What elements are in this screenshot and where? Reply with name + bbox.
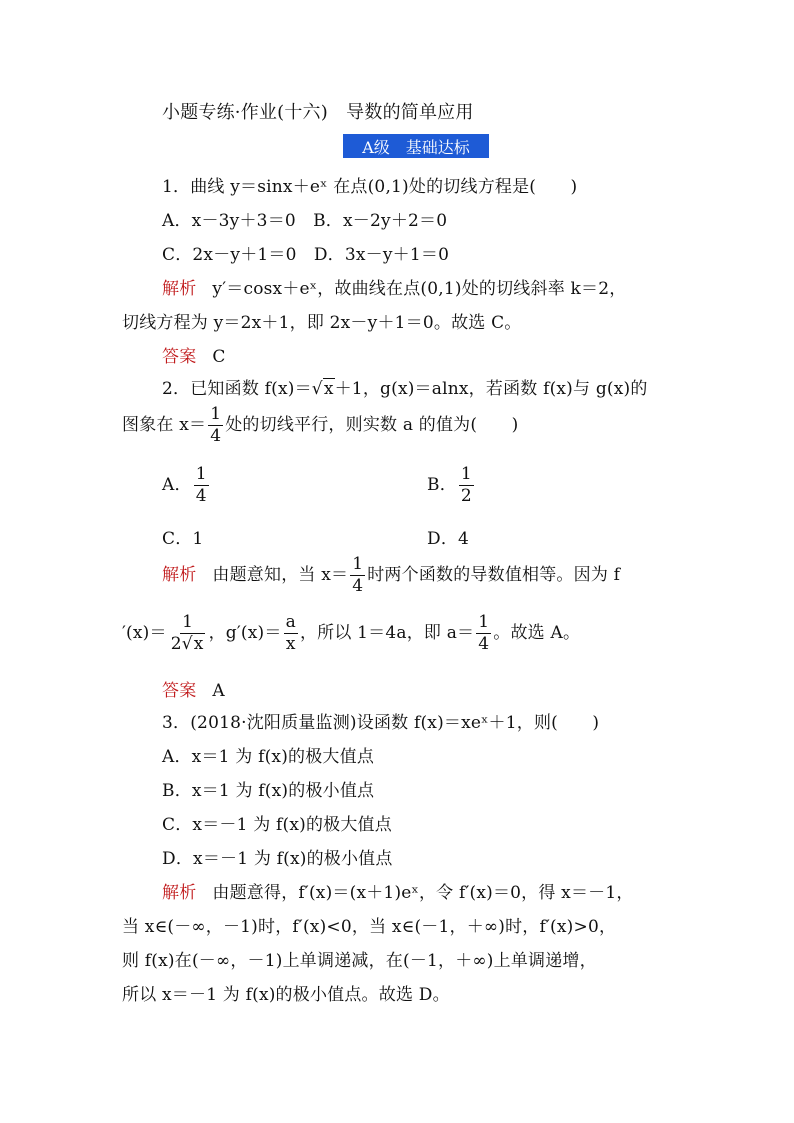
q2-answer-line: [162, 676, 225, 701]
fraction-denominator: 4: [478, 634, 490, 654]
fraction: [459, 466, 474, 505]
fraction-numerator: 1: [195, 464, 207, 484]
q1-solution-line2: 切线方程为 y＝2x＋1，即 2x－y＋1＝0。故选 C。: [122, 313, 522, 333]
fraction: [169, 614, 207, 653]
q2-solution-text-e: ，所以 1＝4a，即 a＝: [299, 623, 475, 643]
q2-solution-text-c: ′(x)＝: [122, 623, 167, 643]
q2-option-a: [162, 466, 211, 505]
q3-solution-line3: 则 f(x)在(－∞，－1)上单调递减，在(－1，＋∞)上单调递增，: [122, 951, 597, 971]
q3-option-d: D．x＝－1 为 f(x)的极小值点: [162, 849, 393, 869]
sqrt-radicand: x: [323, 379, 334, 399]
q2-stem-text-c: 图象在 x＝: [122, 415, 207, 435]
fraction-denominator: 2: [460, 486, 472, 506]
q1-options-row1: A．x－3y＋3＝0 B．x－2y＋2＝0: [162, 211, 448, 231]
answer-label: 答案: [162, 347, 197, 367]
fraction-denominator-coefficient: 2: [170, 634, 182, 654]
fraction-numerator: 1: [210, 404, 222, 424]
q2-stem-text-b: ＋1，g(x)＝alnx，若函数 f(x)与 g(x)的: [334, 379, 648, 399]
q2-option-d: D．4: [427, 529, 470, 549]
q1-answer: C: [212, 347, 226, 367]
q2-option-c: C．1: [162, 529, 204, 549]
q3-option-c: C．x＝－1 为 f(x)的极大值点: [162, 815, 392, 835]
q3-stem: 3．(2018·沈阳质量监测)设函数 f(x)＝xeˣ＋1，则( ): [162, 713, 600, 733]
fraction-numerator: a: [285, 612, 296, 632]
q2-stem-text-d: 处的切线平行，则实数 a 的值为( ): [225, 415, 519, 435]
fraction: [208, 406, 223, 445]
q2-solution-text-a: 由题意知，当 x＝: [212, 565, 349, 585]
q3-solution-line4: 所以 x＝－1 为 f(x)的极小值点。故选 D。: [122, 985, 450, 1005]
fraction-denominator: 4: [352, 576, 364, 596]
q2-stem-text-a: 2．已知函数 f(x)＝: [162, 379, 312, 399]
sqrt-symbol: √x: [311, 379, 334, 399]
fraction: [476, 614, 491, 653]
q2-solution-line1: [162, 556, 620, 595]
q2-stem-line1: [162, 374, 648, 399]
page-title: 小题专练·作业(十六) 导数的简单应用: [162, 102, 474, 123]
fraction: [284, 614, 298, 653]
fraction-numerator: 1: [182, 612, 194, 632]
answer-label: 答案: [162, 681, 197, 701]
q1-solution-text1: y′＝cosx＋eˣ，故曲线在点(0,1)处的切线斜率 k＝2，: [212, 279, 627, 299]
q3-option-a: A．x＝1 为 f(x)的极大值点: [162, 747, 375, 767]
q2-solution-text-f: 。故选 A。: [493, 623, 581, 643]
fraction-denominator: x: [285, 634, 296, 654]
q2-stem-line2: [122, 406, 518, 445]
q3-solution-line1: [162, 878, 634, 903]
fraction-numerator: 1: [460, 464, 472, 484]
sqrt-radicand: x: [193, 634, 204, 654]
solution-label: 解析: [162, 279, 197, 299]
level-badge: A级 基础达标: [343, 134, 489, 158]
fraction-denominator: [169, 634, 207, 653]
q2-option-b: [427, 466, 476, 505]
q1-options-row2: C．2x－y＋1＝0 D．3x－y＋1＝0: [162, 245, 450, 265]
option-label: B．: [427, 475, 457, 495]
q2-solution-text-b: 时两个函数的导数值相等。因为 f: [367, 565, 621, 585]
fraction: [194, 466, 209, 505]
fraction-numerator: 1: [352, 554, 364, 574]
q3-option-b: B．x＝1 为 f(x)的极小值点: [162, 781, 375, 801]
q2-answer: A: [212, 681, 225, 701]
q1-solution-line1: [162, 274, 626, 299]
fraction-numerator: 1: [478, 612, 490, 632]
q3-solution-text1: 由题意得，f′(x)＝(x＋1)eˣ，令 f′(x)＝0，得 x＝－1，: [212, 883, 634, 903]
q1-answer-line: [162, 342, 226, 367]
fraction-denominator: 4: [210, 426, 222, 446]
q1-stem: 1．曲线 y＝sinx＋eˣ 在点(0,1)处的切线方程是( ): [162, 177, 578, 197]
fraction-denominator: 4: [195, 486, 207, 506]
fraction: [350, 556, 365, 595]
solution-label: 解析: [162, 883, 197, 903]
solution-label: 解析: [162, 565, 197, 585]
option-label: A．: [162, 475, 192, 495]
q2-solution-line2: [122, 614, 580, 653]
sqrt-symbol: √x: [181, 634, 204, 654]
q2-solution-text-d: ，g′(x)＝: [208, 623, 282, 643]
q3-solution-line2: 当 x∈(－∞，－1)时，f′(x)<0，当 x∈(－1，＋∞)时，f′(x)>0，: [122, 917, 617, 937]
